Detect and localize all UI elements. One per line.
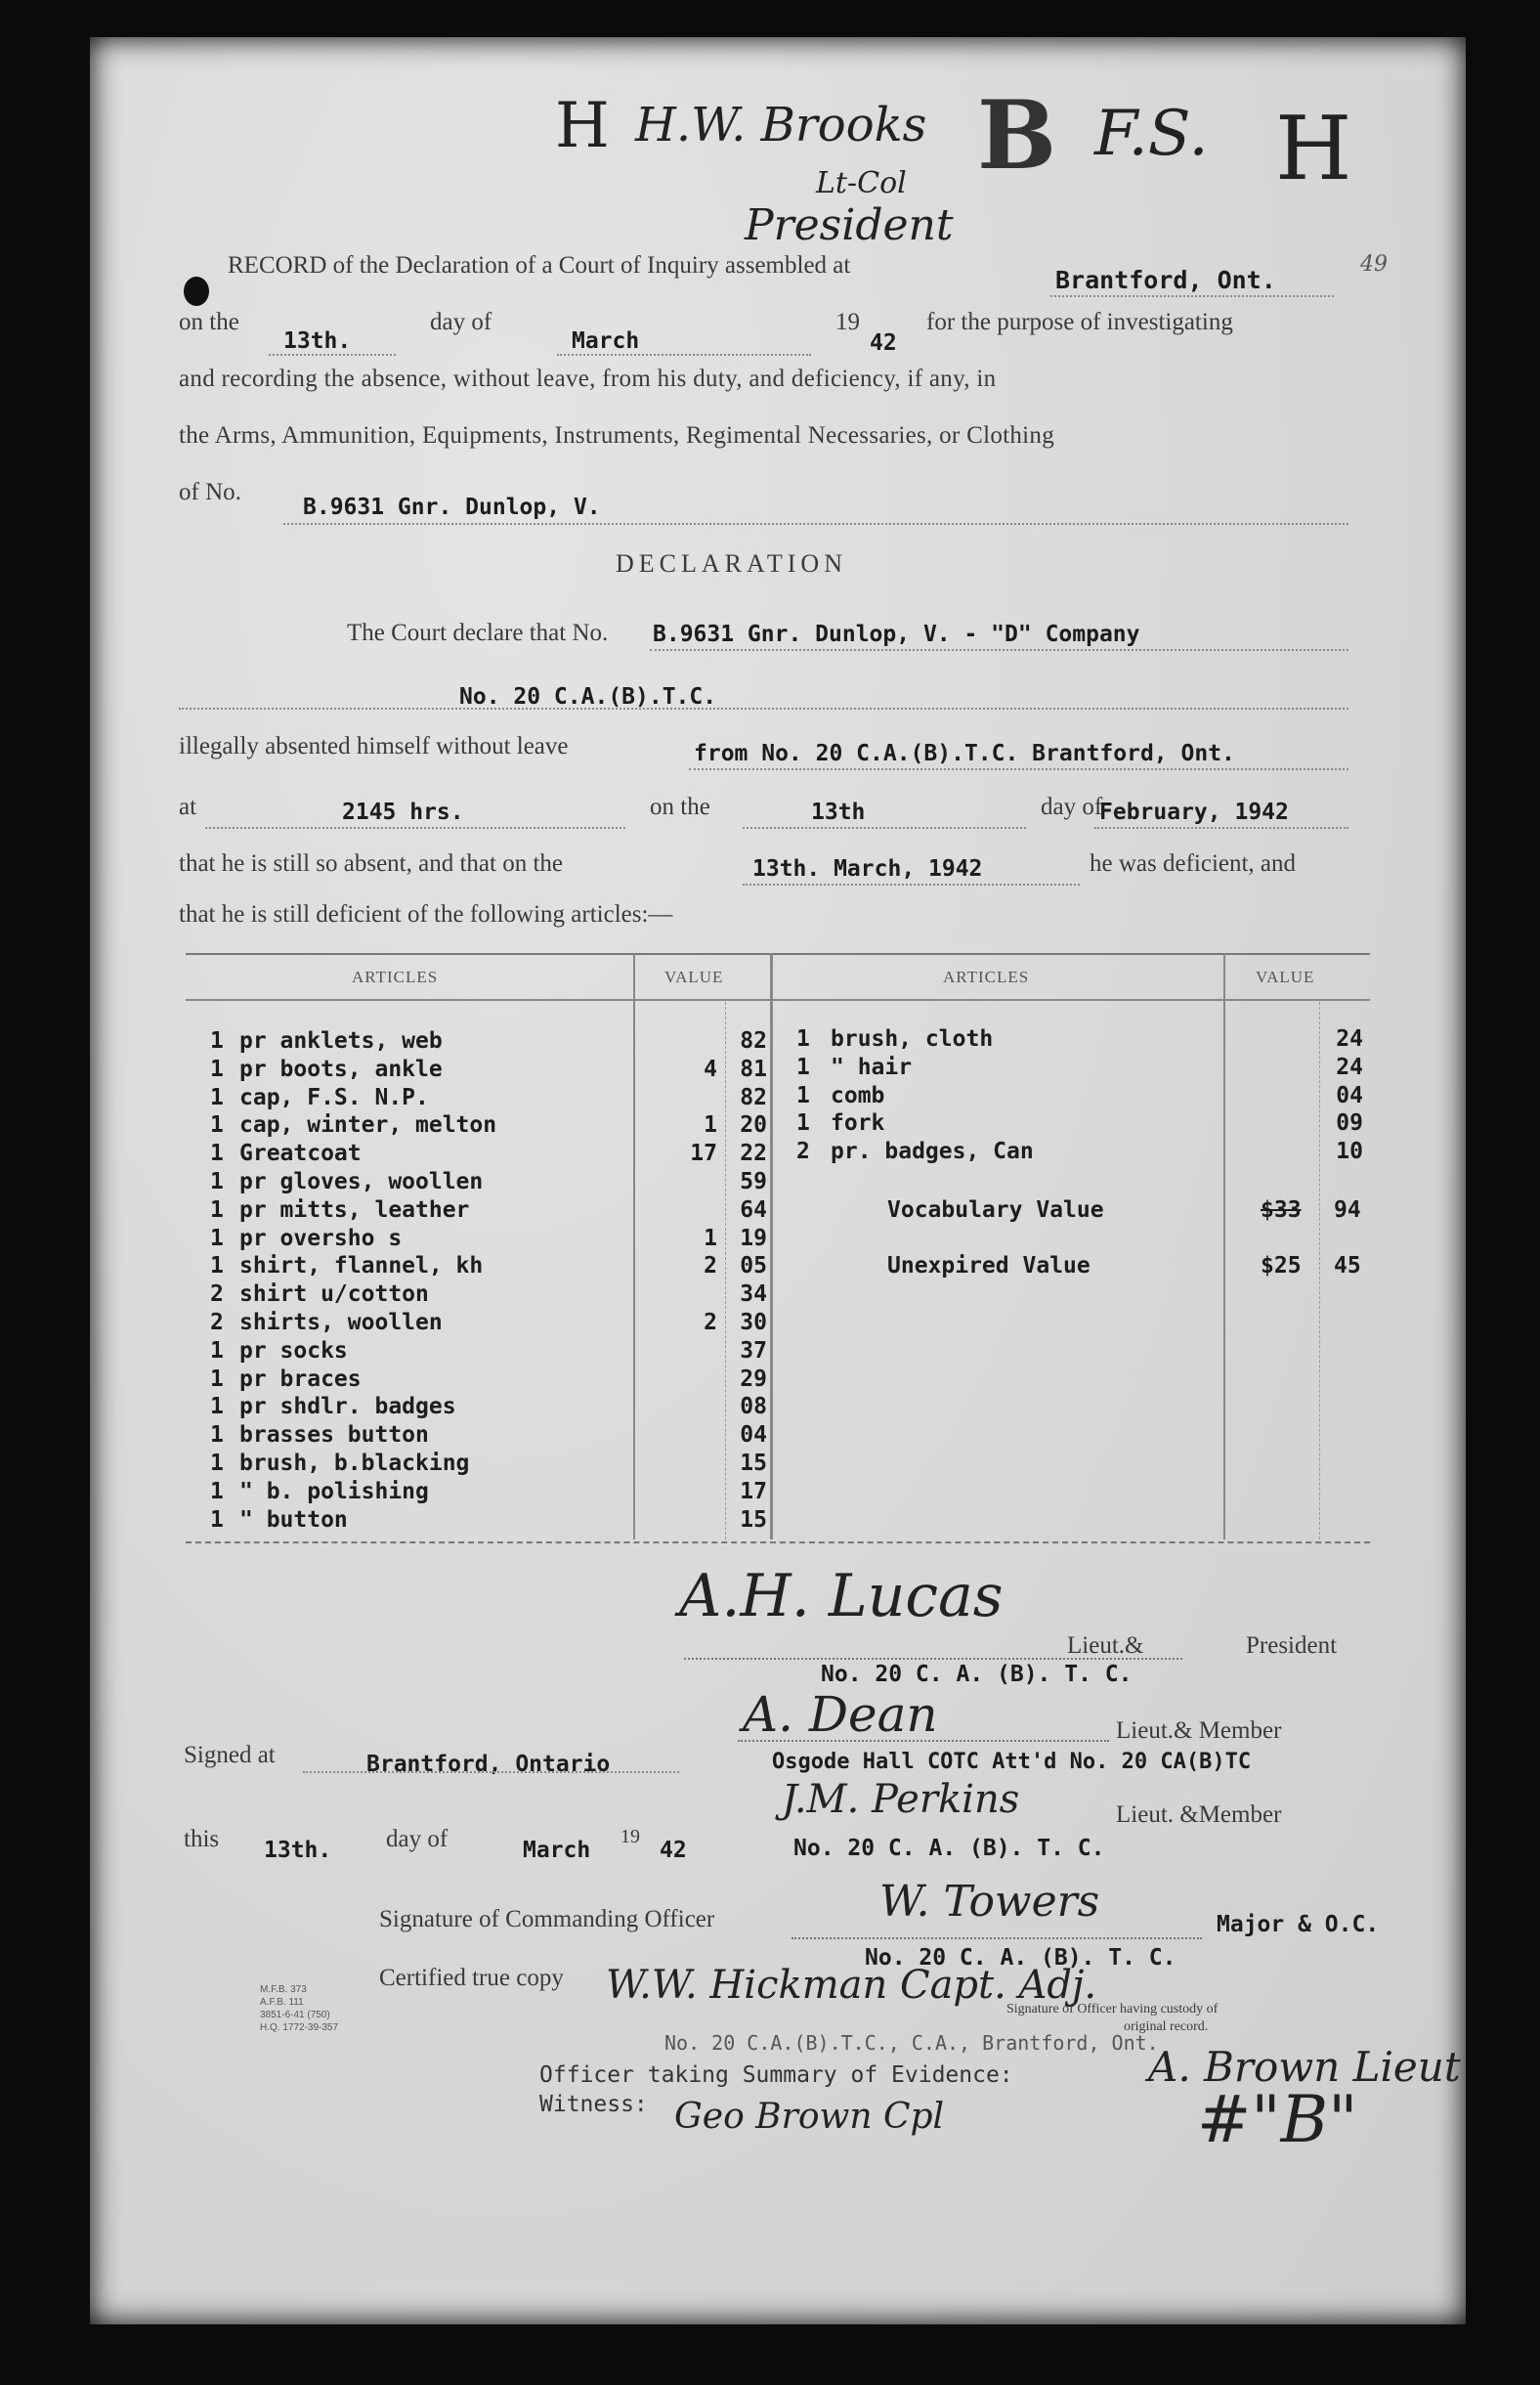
left-dollars: 17 [690,1141,717,1167]
cents-divider [725,1002,726,1539]
handwritten-initials: B [977,80,1057,191]
handwritten-letter-h-left: H [555,90,610,162]
witness-signature: Geo Brown Cpl [674,2097,945,2137]
left-cents: 17 [740,1478,767,1504]
vocabulary-cents: 94 [1334,1197,1361,1223]
member1-signature: A. Dean [743,1686,938,1743]
custody-line1: Signature of Officer having custody of [1006,2002,1219,2016]
unexpired-cents: 45 [1334,1253,1361,1279]
left-cents: 29 [740,1366,767,1392]
header-articles-right: ARTICLES [943,968,1030,986]
left-article: brush, b.blacking [239,1451,470,1476]
record-soldier: B.9631 Gnr. Dunlop, V. [303,495,601,520]
record-month: March [572,328,640,354]
right-qty: 1 [796,1082,810,1108]
left-article: cap, F.S. N.P. [239,1084,429,1110]
member2-unit: No. 20 C. A. (B). T. C. [793,1836,1105,1861]
page-number: 49 [1360,252,1388,277]
left-article: pr socks [239,1337,348,1364]
left-article: brasses button [239,1422,429,1449]
dotted-line [205,827,625,829]
table-header-rule [186,999,1370,1001]
left-cents: 15 [740,1506,767,1533]
unit: No. 20 C.A.(B).T.C. [459,684,717,710]
right-qty: 1 [796,1054,810,1080]
left-qty: 2 [210,1281,224,1308]
co-label: Signature of Commanding Officer [379,1906,715,1932]
left-cents: 82 [740,1028,767,1054]
unexpired-label: Unexpired Value [887,1253,1091,1279]
form-code-1: M.F.B. 373 [260,1984,307,1995]
right-cents: 09 [1336,1110,1363,1137]
table-divider [770,953,773,1539]
left-qty: 1 [210,1253,224,1279]
left-cents: 34 [740,1281,767,1308]
dotted-line [743,884,1080,886]
dotted-line [650,649,1348,651]
left-cents: 81 [740,1056,767,1082]
dotted-line [1094,827,1348,829]
record-place: Brantford, Ont. [1055,266,1276,294]
left-article: pr anklets, web [239,1028,443,1054]
right-article: fork [831,1110,885,1137]
handwritten-fs: F.S. [1094,98,1209,170]
absent-at: at [179,794,197,820]
right-article: brush, cloth [831,1026,994,1052]
signed-place: Brantford, Ontario [366,1752,611,1777]
left-cents: 59 [740,1169,767,1194]
record-on-the: on the [179,309,239,335]
handwritten-role: President [745,200,954,250]
still-deficient: that he is still deficient of the following articles:— [179,901,673,928]
record-year-suffix: 42 [870,330,897,356]
left-qty: 1 [210,1225,224,1251]
signed-year-prefix: 19 [620,1826,640,1847]
president-rank: Lieut.& [1067,1632,1144,1659]
left-cents: 82 [740,1084,767,1110]
absent-on-the: on the [650,794,710,820]
record-intro: RECORD of the Declaration of a Court of Inquiry assembled at [228,252,851,279]
vocabulary-dollars: $33 [1261,1197,1302,1223]
left-article: shirts, woollen [239,1310,443,1335]
left-qty: 1 [210,1451,224,1476]
member1-rank: Lieut.& Member [1116,1717,1282,1744]
certified-signature: W.W. Hickman Capt. Adj. [606,1963,1097,2008]
absent-time: 2145 hrs. [342,800,464,825]
signed-day: 13th. [264,1838,332,1863]
left-qty: 2 [210,1310,224,1335]
record-line2: and recording the absence, without leave, from his duty, and deficiency, if any, in [179,366,997,392]
signed-month: March [523,1838,591,1863]
form-code-3: 3851-6-41 (750) [260,2010,330,2020]
co-unit: No. 20 C. A. (B). T. C. [865,1945,1176,1971]
record-year-prefix: 19 [835,309,860,335]
left-dollars: 2 [704,1253,717,1279]
left-article: " b. polishing [239,1478,429,1504]
declaration-heading: DECLARATION [616,549,847,578]
dotted-line [743,827,1026,829]
handwritten-rank: Lt-Col [816,166,907,200]
co-signature: W. Towers [879,1877,1100,1927]
vocabulary-label: Vocabulary Value [887,1197,1104,1223]
form-code-2: A.F.B. 111 [260,1997,304,2008]
summary-label: Officer taking Summary of Evidence: [539,2062,1013,2088]
left-qty: 1 [210,1394,224,1420]
right-article: pr. badges, Can [831,1139,1034,1165]
left-article: pr gloves, woollen [239,1169,484,1194]
unexpired-dollars: $25 [1261,1253,1302,1279]
dotted-line [283,523,1348,525]
left-cents: 20 [740,1112,767,1139]
left-cents: 19 [740,1225,767,1251]
signed-at-label: Signed at [184,1742,276,1768]
absent-from: from No. 20 C.A.(B).T.C. Brantford, Ont. [694,741,1235,766]
absent-day: 13th [811,800,866,825]
left-cents: 05 [740,1253,767,1279]
right-cents: 24 [1336,1026,1363,1052]
left-cents: 30 [740,1310,767,1335]
absent-day-of: day of [1041,794,1103,820]
header-articles-left: ARTICLES [352,968,439,986]
signature-line [738,1740,1109,1742]
co-rank: Major & O.C. [1217,1912,1380,1937]
left-article: shirt u/cotton [239,1281,429,1308]
right-cents: 10 [1336,1139,1363,1165]
this-label: this [184,1826,220,1852]
signed-year-suffix: 42 [660,1838,687,1863]
left-cents: 04 [740,1422,767,1449]
left-article: pr shdlr. badges [239,1394,456,1420]
record-line3: the Arms, Ammunition, Equipments, Instruments, Regimental Necessaries, or Clothing [179,422,1055,449]
left-cents: 15 [740,1451,767,1476]
left-qty: 1 [210,1084,224,1110]
left-cents: 08 [740,1394,767,1420]
signed-day-of: day of [386,1826,449,1852]
table-divider [1223,953,1225,1539]
left-article: Greatcoat [239,1141,362,1167]
right-qty: 1 [796,1110,810,1137]
left-qty: 1 [210,1028,224,1054]
record-day-of: day of [430,309,492,335]
member2-rank: Lieut. &Member [1116,1801,1282,1828]
left-qty: 1 [210,1196,224,1223]
dotted-line [1050,295,1334,297]
soldier-company: B.9631 Gnr. Dunlop, V. - "D" Company [653,622,1140,647]
president-unit: No. 20 C. A. (B). T. C. [821,1662,1133,1687]
record-day: 13th. [283,328,352,354]
court-declare: The Court declare that No. [347,620,609,646]
custody-line2: original record. [1124,2019,1209,2034]
left-cents: 37 [740,1337,767,1364]
left-qty: 1 [210,1478,224,1504]
was-deficient: he was deficient, and [1090,850,1297,877]
left-cents: 64 [740,1196,767,1223]
witness-label: Witness: [539,2092,648,2117]
right-qty: 1 [796,1026,810,1052]
record-of-no: of No. [179,479,241,505]
left-article: pr mitts, leather [239,1196,470,1223]
left-qty: 1 [210,1056,224,1082]
handwritten-name: H.W. Brooks [635,98,927,152]
member1-unit: Osgode Hall COTC Att'd No. 20 CA(B)TC [772,1750,1252,1774]
header-value-left: VALUE [664,968,724,986]
left-qty: 1 [210,1169,224,1194]
absent-month-year: February, 1942 [1099,800,1289,825]
president-role: President [1246,1632,1338,1659]
left-article: pr oversho s [239,1225,403,1251]
left-qty: 1 [210,1506,224,1533]
member2-signature: J.M. Perkins [782,1777,1020,1822]
left-dollars: 1 [704,1112,717,1139]
right-article: comb [831,1082,885,1108]
ink-blot [184,277,209,306]
illegally-absented: illegally absented himself without leave [179,733,569,759]
left-article: pr braces [239,1366,362,1392]
left-article: pr boots, ankle [239,1056,443,1082]
left-article: cap, winter, melton [239,1112,497,1139]
right-cents: 04 [1336,1082,1363,1108]
dotted-line [303,1771,679,1773]
left-qty: 1 [210,1112,224,1139]
custody-unit: No. 20 C.A.(B).T.C., C.A., Brantford, Ont. [664,2031,1159,2055]
right-cents: 24 [1336,1054,1363,1080]
summary-signature: A. Brown Lieut [1148,2043,1461,2091]
dotted-line [557,354,811,356]
form-code-4: H.Q. 1772-39-357 [260,2022,339,2033]
right-article: " hair [831,1054,913,1080]
left-dollars: 4 [704,1056,717,1082]
table-divider [633,953,635,1539]
record-purpose: for the purpose of investigating [926,309,1233,335]
left-qty: 1 [210,1422,224,1449]
handwritten-letter-h-right: H [1275,98,1352,200]
dotted-line [689,768,1348,770]
cents-divider [1319,1002,1320,1539]
right-qty: 2 [796,1139,810,1165]
dotted-line [269,354,396,356]
signature-line [791,1937,1202,1939]
exhibit-mark: #"B" [1197,2082,1358,2157]
left-qty: 1 [210,1141,224,1167]
left-dollars: 1 [704,1225,717,1251]
dotted-line [179,708,1348,710]
left-qty: 1 [210,1337,224,1364]
left-qty: 1 [210,1366,224,1392]
signature-line [684,1658,1182,1660]
left-article: " button [239,1506,348,1533]
left-article: shirt, flannel, kh [239,1253,484,1279]
header-value-right: VALUE [1256,968,1315,986]
certified-label: Certified true copy [379,1965,564,1991]
president-signature: A.H. Lucas [679,1562,1004,1630]
left-dollars: 2 [704,1310,717,1335]
deficient-date: 13th. March, 1942 [752,856,983,882]
left-cents: 22 [740,1141,767,1167]
still-absent: that he is still so absent, and that on the [179,850,563,877]
